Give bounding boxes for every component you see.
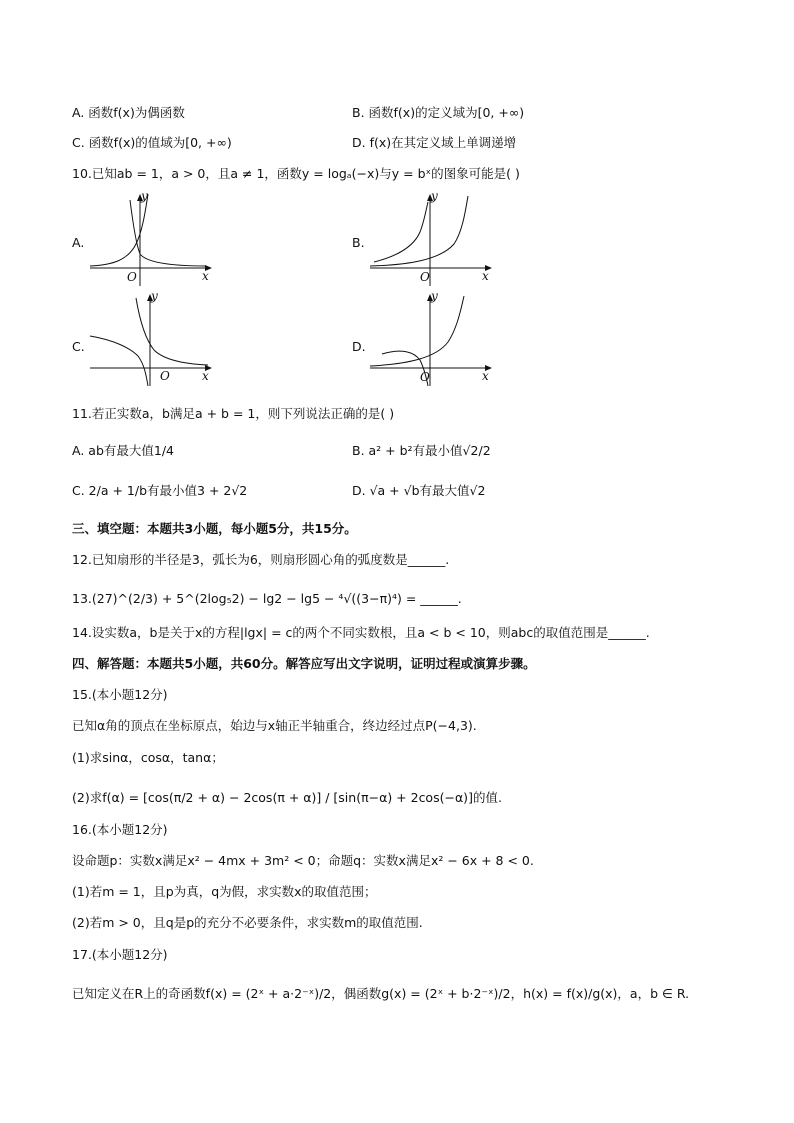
y-label: y (431, 289, 438, 303)
q17-stem: 已知定义在R上的奇函数f(x) = (2ˣ + a·2⁻ˣ)/2，偶函数g(x) = (2ˣ + b·2⁻ˣ)/2，h(x) = f(x)/g(x)，a，b ∈ R. (72, 986, 690, 1001)
q11-option-d: D. √a + √b有最大值√2 (352, 483, 486, 498)
q10-stem: 10.已知ab = 1，a > 0，且a ≠ 1，函数y = logₐ(−x)与y = bˣ的图象可能是( ) (72, 166, 520, 181)
y-label: y (151, 289, 158, 303)
curve-exp (90, 194, 148, 266)
x-label: x (482, 269, 489, 283)
origin-label: O (420, 370, 430, 384)
q10-graph-d (368, 289, 498, 388)
q9-option-c: C. 函数f(x)的值域为[0, +∞) (72, 135, 232, 150)
q15-stem: 已知α角的顶点在坐标原点，始边与x轴正半轴重合，终边经过点P(−4,3). (72, 718, 477, 733)
origin-label: O (127, 270, 137, 284)
curve-log (374, 202, 428, 262)
q10-graph-b (368, 189, 498, 288)
curve-log (130, 200, 206, 266)
q11-option-a: A. ab有最大值1/4 (72, 443, 174, 458)
q10-graph-a (88, 189, 218, 288)
curve-exp (370, 296, 464, 366)
q16-heading: 16.(本小题12分) (72, 822, 168, 837)
q10-graph-c (88, 289, 218, 388)
q10-label-d: D. (352, 339, 366, 354)
q11-option-c: C. 2/a + 1/b有最小值3 + 2√2 (72, 483, 248, 498)
origin-label: O (420, 270, 430, 284)
q17-heading: 17.(本小题12分) (72, 947, 168, 962)
q14-text: 14.设实数a，b是关于x的方程|lgx| = c的两个不同实数根，且a < b < 10，则abc的取值范围是______. (72, 625, 650, 640)
q12-text: 12.已知扇形的半径是3，弧长为6，则扇形圆心角的弧度数是______. (72, 552, 450, 567)
q16-part1: (1)若m = 1，且p为真，q为假，求实数x的取值范围； (72, 884, 377, 899)
q9-option-a: A. 函数f(x)为偶函数 (72, 105, 185, 120)
q9-option-d: D. f(x)在其定义域上单调递增 (352, 135, 517, 150)
q10-label-b: B. (352, 235, 365, 250)
x-label: x (202, 369, 209, 383)
q15-part1: (1)求sinα，cosα，tanα； (72, 750, 224, 765)
q10-label-a: A. (72, 235, 85, 250)
q9-option-b: B. 函数f(x)的定义域为[0, +∞) (352, 105, 525, 120)
y-label: y (431, 189, 438, 203)
q16-stem: 设命题p：实数x满足x² − 4mx + 3m² < 0；命题q：实数x满足x² − 6x + 8 < 0. (72, 853, 534, 868)
q13-text: 13.(27)^(2/3) + 5^(2log₅2) − lg2 − lg5 − ⁴√((3−π)⁴) = ______. (72, 591, 462, 606)
q11-option-b: B. a² + b²有最小值√2/2 (352, 443, 491, 458)
curve-log (90, 336, 148, 386)
curve-exp (370, 196, 468, 266)
y-label: y (141, 189, 148, 203)
q15-heading: 15.(本小题12分) (72, 687, 168, 702)
x-label: x (482, 369, 489, 383)
q16-part2: (2)若m > 0，且q是p的充分不必要条件，求实数m的取值范围. (72, 915, 423, 930)
origin-label: O (160, 369, 170, 383)
q11-stem: 11.若正实数a，b满足a + b = 1，则下列说法正确的是( ) (72, 406, 395, 421)
section-3-heading: 三、填空题：本题共3小题，每小题5分，共15分。 (72, 521, 357, 536)
curve-exp (136, 298, 208, 365)
q10-label-c: C. (72, 339, 85, 354)
q15-part2: (2)求f(α) = [cos(π/2 + α) − 2cos(π + α)] / [sin(π−α) + 2cos(−α)]的值. (72, 790, 502, 805)
section-4-heading: 四、解答题：本题共5小题，共60分。解答应写出文字说明，证明过程或演算步骤。 (72, 656, 536, 671)
x-label: x (202, 269, 209, 283)
